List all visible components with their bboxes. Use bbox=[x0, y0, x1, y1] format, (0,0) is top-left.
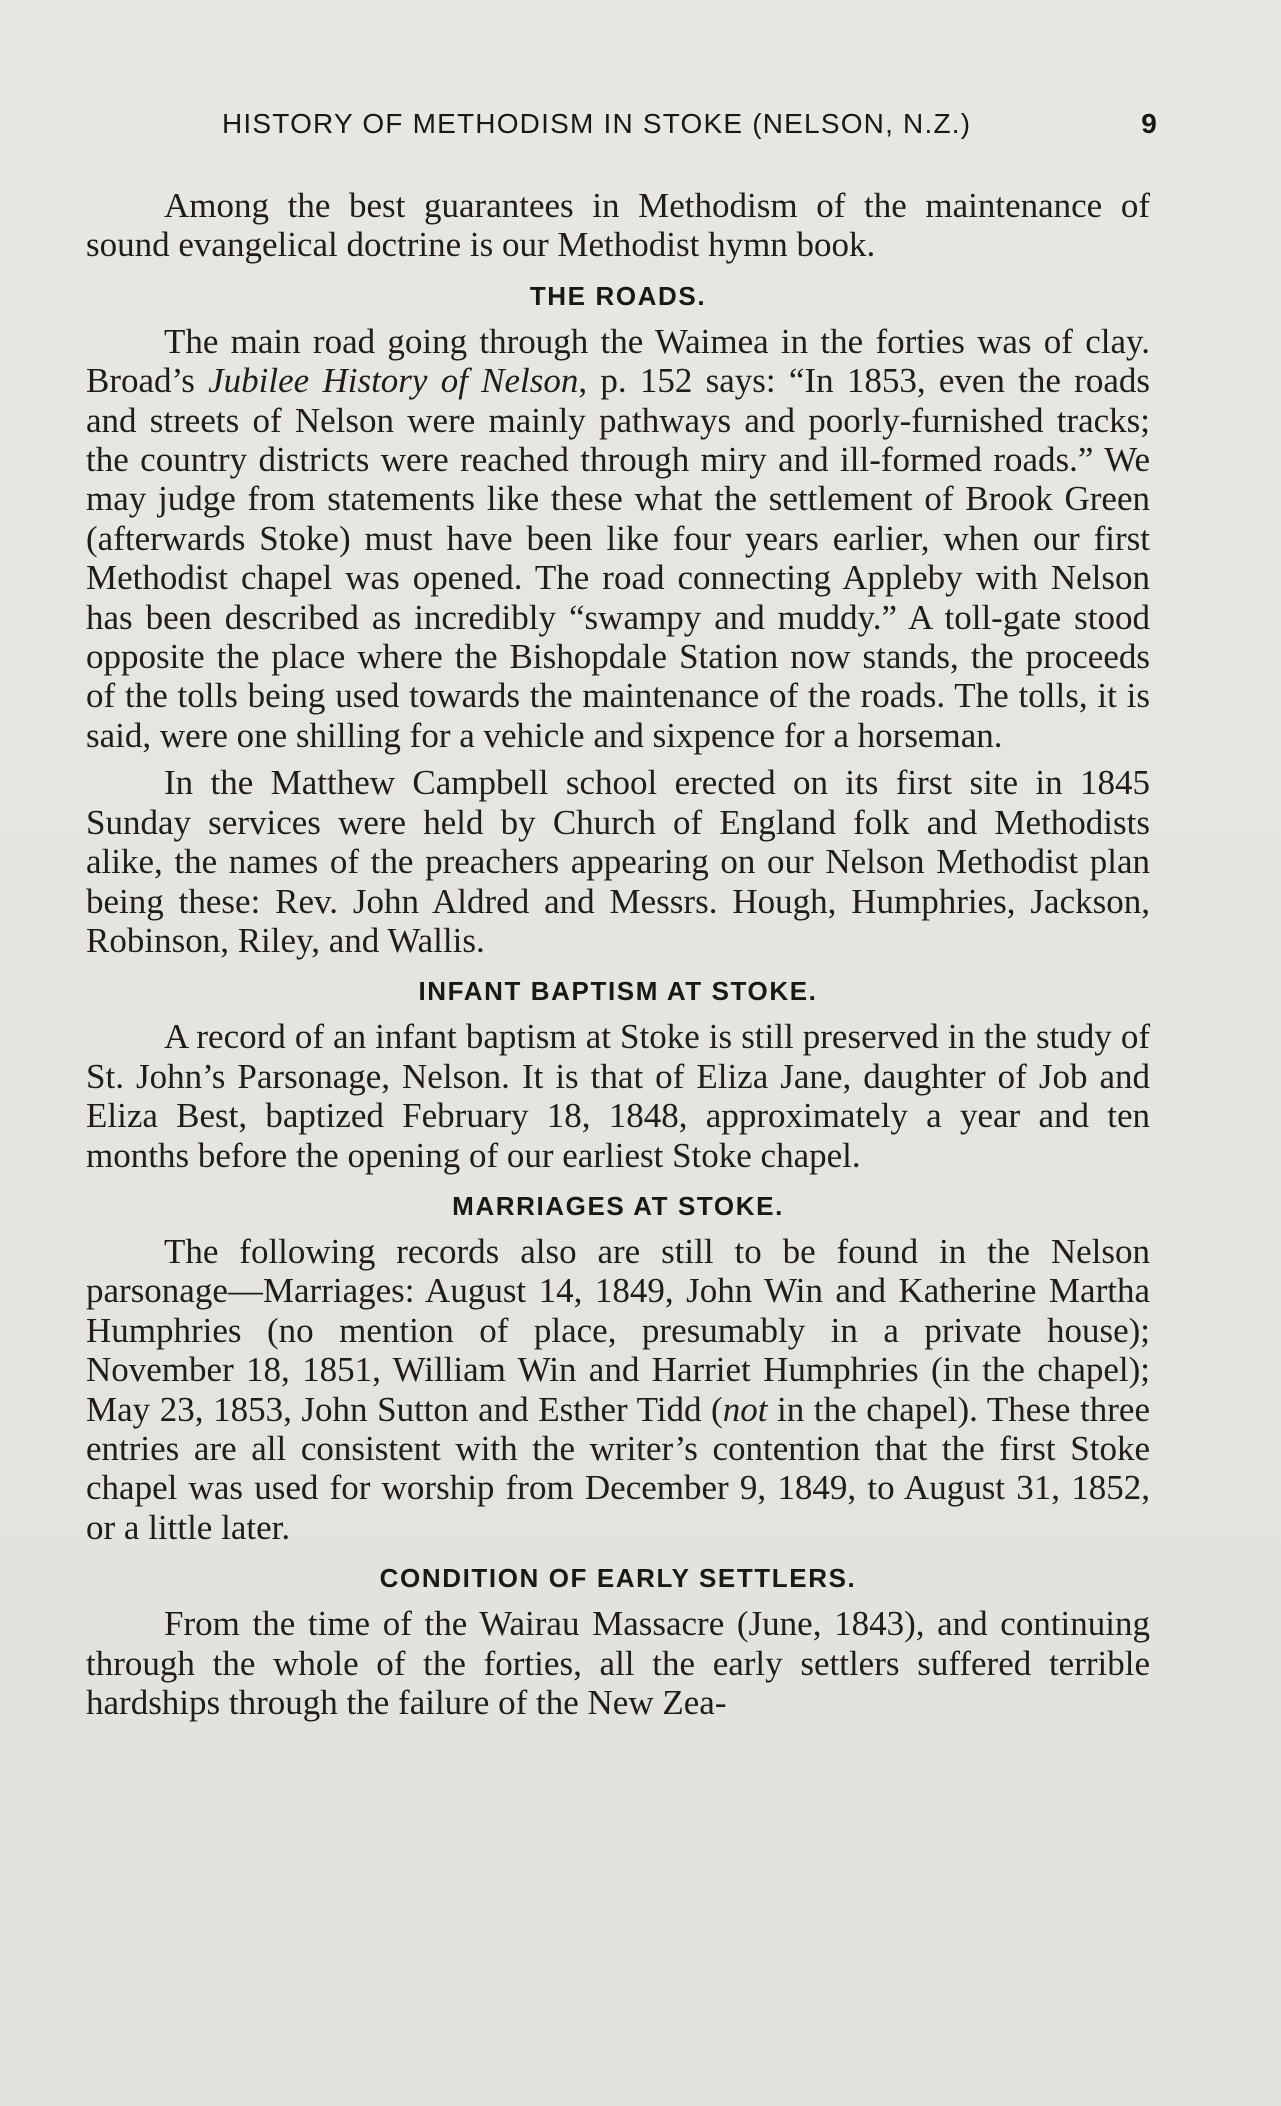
marriages-paragraph bbox=[86, 1232, 1150, 1547]
roads-paragraph-2: In the Matthew Campbell school erected on its first site in 1845 Sunday services were held by Church of England folk and Methodists alike, the names of the preachers appearing on our Nelson Methodist plan being these: Rev. John Aldred and Messrs. Hough, Humphries, Jackson, Robinson, Riley, and Wallis. bbox=[86, 763, 1150, 960]
running-head bbox=[222, 108, 1158, 148]
body-text bbox=[86, 186, 1150, 1722]
roads-paragraph-1-text-b: , p. 152 says: “In 1853, even the roads and streets of Nelson were mainly pathways and poorly-furnished tracks; the country districts were reached through miry and ill-formed roads.” We may judge from statements like these what the settlement of Brook Green (afterwards Stoke) must have been like four years earlier, when our first Methodist chapel was opened. The road connecting Appleby with Nelson has been described as incredibly “swampy and muddy.” A toll-gate stood opposite the place where the Bishopdale Station now stands, the proceeds of the tolls being used towards the maintenance of the roads. The tolls, it is said, were one shilling for a vehicle and sixpence for a horseman. bbox=[86, 361, 1150, 755]
heading-infant-baptism: INFANT BAPTISM AT STOKE. bbox=[418, 976, 818, 1007]
roads-paragraph-1 bbox=[86, 322, 1150, 755]
baptism-paragraph: A record of an infant baptism at Stoke is still preserved in the study of St. John’s Parsonage, Nelson. It is that of Eliza Jane, daughter of Job and Eliza Best, baptized February 18, 1848, approximately a year and ten months before the opening of our earliest Stoke chapel. bbox=[86, 1017, 1150, 1175]
intro-paragraph: Among the best guarantees in Methodism of the maintenance of sound evangelical doctrine is our Methodist hymn book. bbox=[86, 186, 1150, 265]
marriages-paragraph-text-b: in the chapel). These three entries are all consistent with the writer’s contention that the first Stoke chapel was used for worship from December 9, 1849, to August 31, 1852, or a little later. bbox=[86, 1389, 1150, 1547]
marriages-paragraph-text-a: The following records also are still to be found in the Nelson parsonage—Marriages: August 14, 1849, John Win and Katherine Martha Humphries (no mention of place, presumably in a private house); November 18, 1851, William Win and Harriet Humphries (in the chapel); May 23, 1853, John Sutton and Esther Tidd ( bbox=[86, 1231, 1150, 1429]
heading-early-settlers: CONDITION OF EARLY SETTLERS. bbox=[379, 1563, 857, 1594]
marriages-emphasis-not: not bbox=[722, 1389, 768, 1429]
heading-the-roads: THE ROADS. bbox=[529, 280, 707, 311]
heading-marriages: MARRIAGES AT STOKE. bbox=[452, 1190, 784, 1221]
running-title: HISTORY OF METHODISM IN STOKE (NELSON, N.Z.) bbox=[222, 108, 972, 139]
page-number: 9 bbox=[1141, 108, 1158, 139]
book-title-jubilee-history: Jubilee History of Nelson bbox=[208, 361, 579, 401]
roads-paragraph-1-text-a: The main road going through the Waimea in the forties was of clay. Broad’s bbox=[86, 321, 1150, 401]
settlers-paragraph: From the time of the Wairau Massacre (June, 1843), and continuing through the whole of the forties, all the early settlers suffered terrible hardships through the failure of the New Zea- bbox=[86, 1604, 1150, 1722]
